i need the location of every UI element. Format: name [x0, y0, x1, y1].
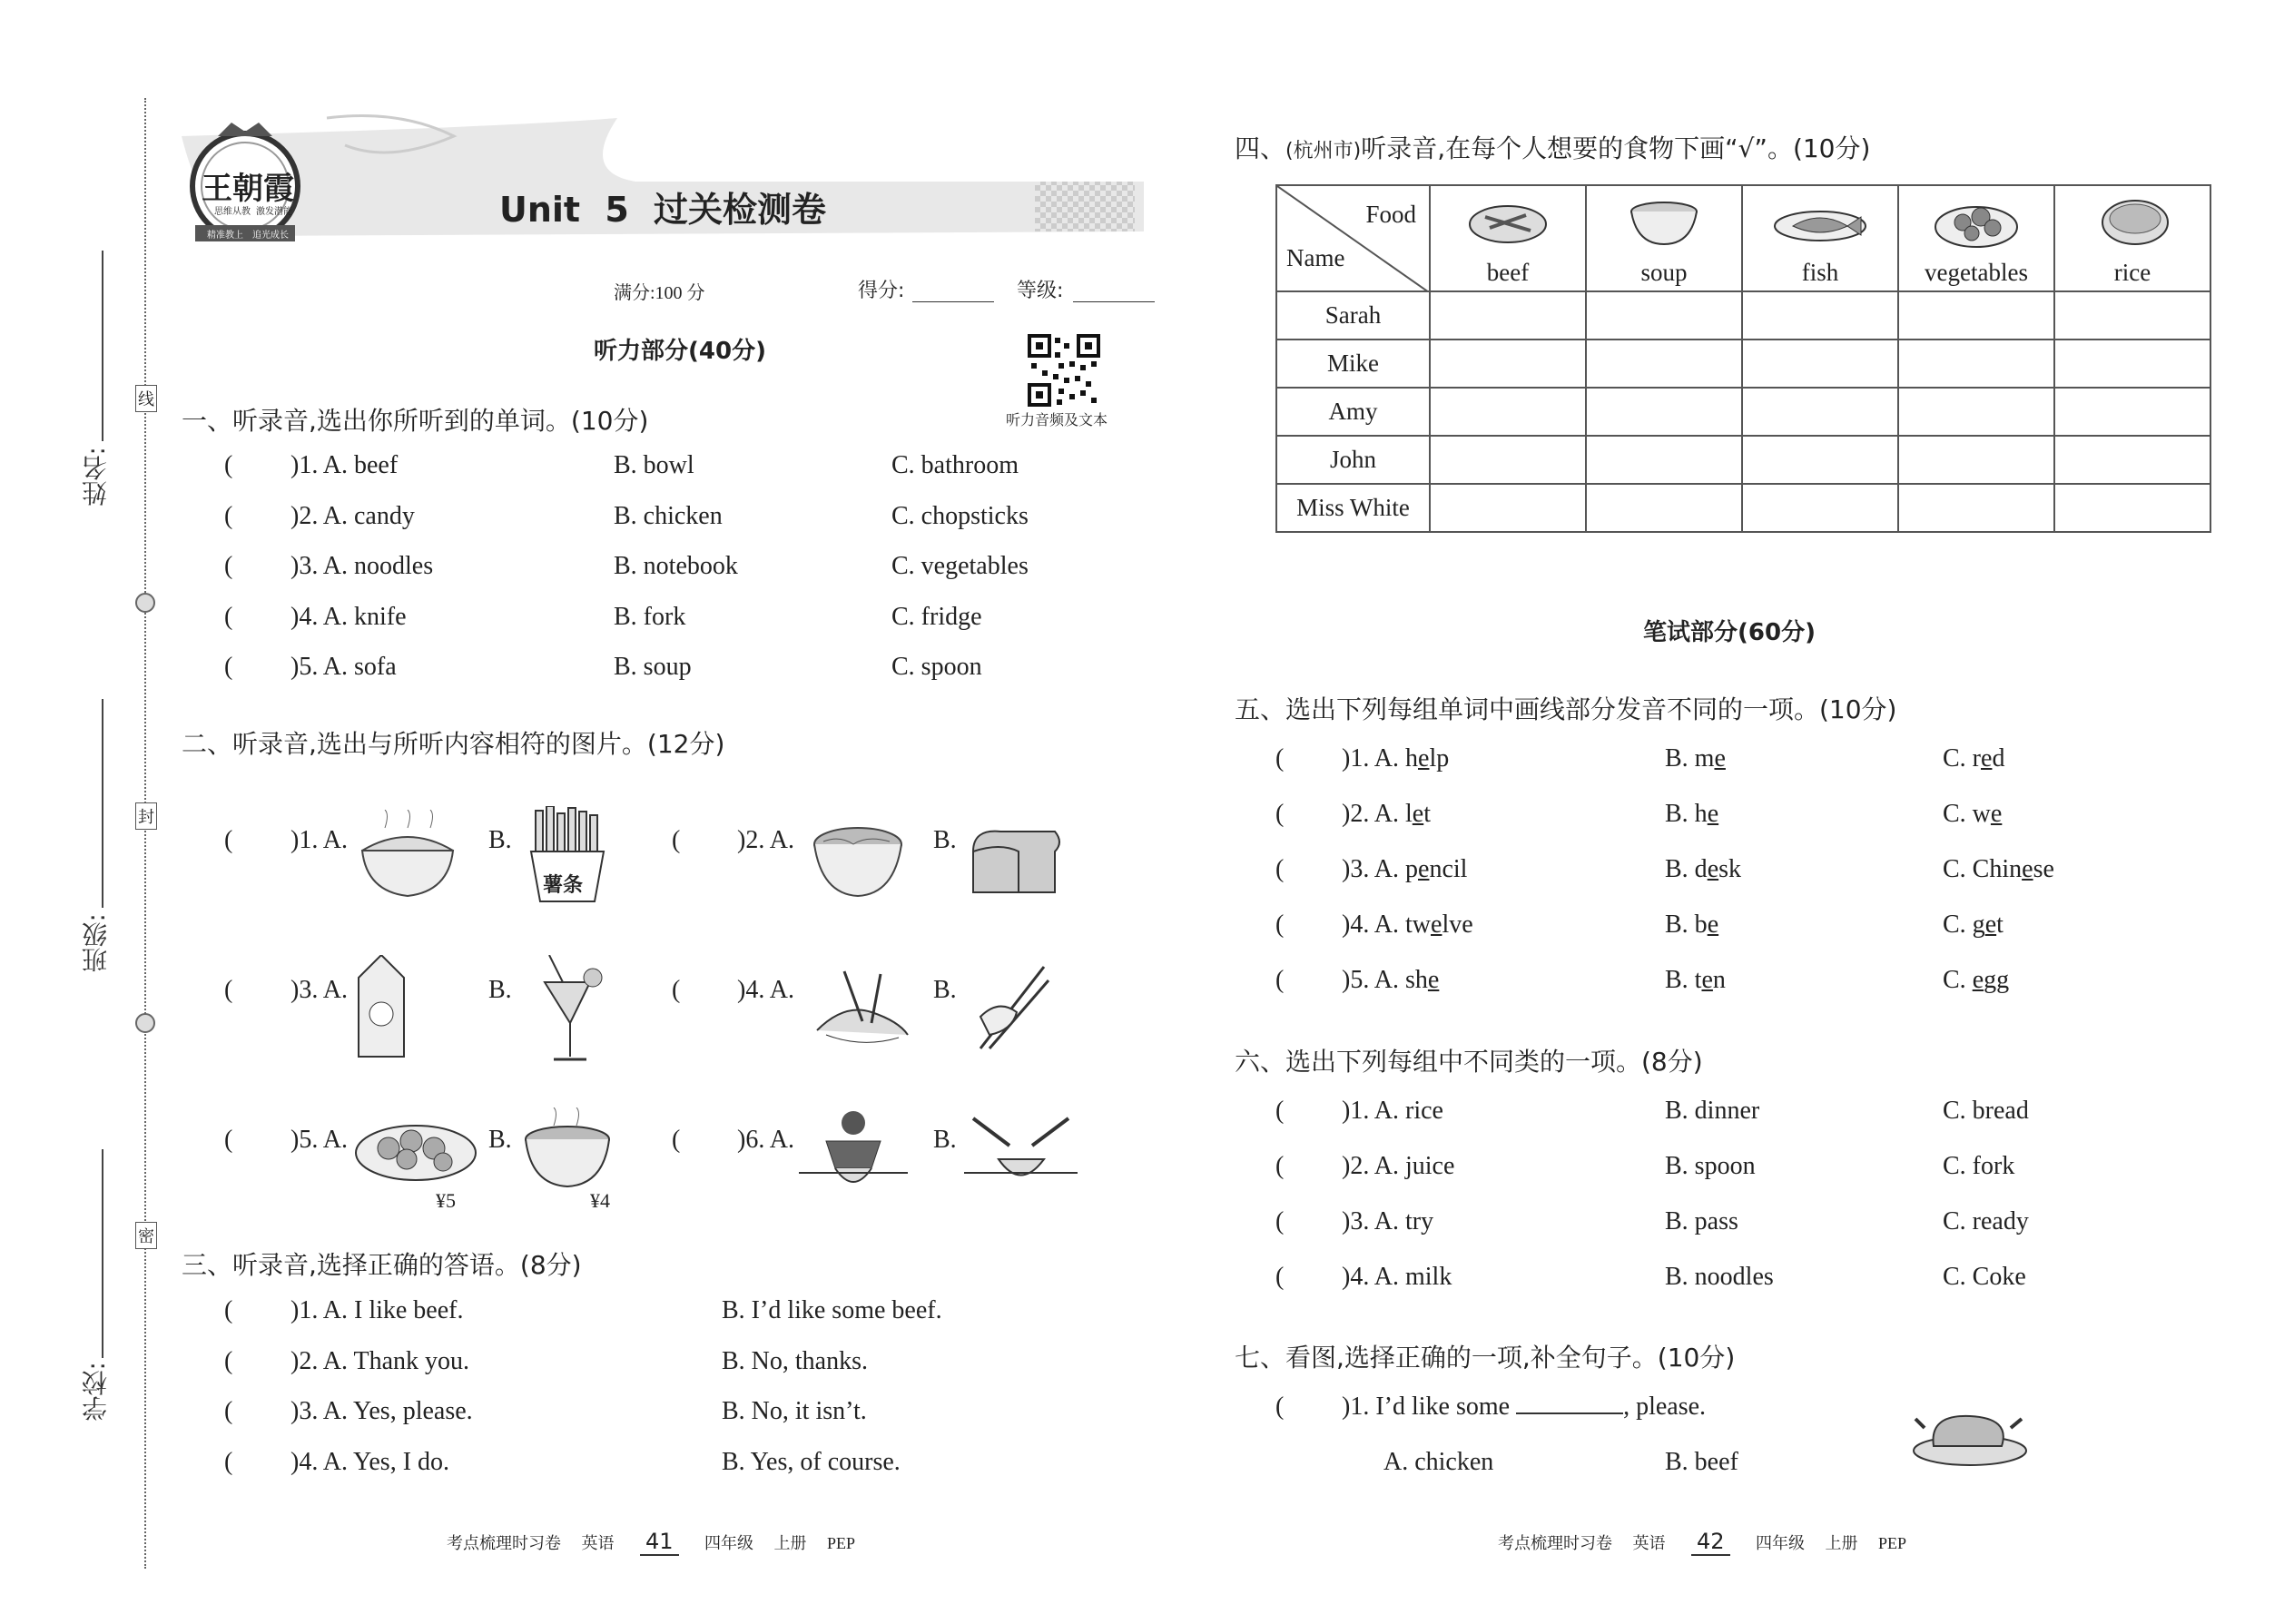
- binding-hole-icon: [135, 593, 155, 613]
- q2-item-label: )3. A.: [290, 976, 348, 1004]
- q7-sentence: )1. I’d like some , please.: [1342, 1393, 1707, 1421]
- q1-option-a: )4. A. knife: [290, 603, 407, 631]
- page-number: 42: [1691, 1529, 1730, 1556]
- answer-cell[interactable]: [1430, 484, 1586, 532]
- qr-caption: 听力音频及文本: [1006, 413, 1108, 428]
- answer-paren[interactable]: (: [224, 1347, 233, 1375]
- food-column-vegetables: [1898, 185, 2054, 291]
- page-number: 41: [640, 1529, 679, 1556]
- q1-option-b: B. fork: [614, 603, 686, 631]
- q7-option-b: B. beef: [1665, 1448, 1738, 1476]
- q5-title: 五、选出下列每组单词中画线部分发音不同的一项。(10分): [1235, 694, 1897, 724]
- q1-title: 一、听录音,选出你所听到的单词。(10分): [182, 406, 649, 436]
- q6-option-c: C. fork: [1943, 1152, 2015, 1180]
- q6-option-a: )1. A. rice: [1342, 1097, 1443, 1125]
- q5-option-c: C. get: [1943, 910, 2004, 939]
- brand-motto-right: 激发潜能: [256, 207, 292, 217]
- class-blank-line[interactable]: [102, 699, 103, 908]
- q1-option-c: C. spoon: [891, 653, 982, 681]
- listening-section-title: 听力部分(40分): [594, 338, 766, 365]
- answer-paren[interactable]: (: [224, 1397, 233, 1425]
- footer-term: 上册: [1825, 1534, 1858, 1552]
- school-blank-line[interactable]: [102, 1149, 103, 1358]
- answer-paren[interactable]: (: [224, 603, 233, 631]
- q7-title: 七、看图,选择正确的一项,补全句子。(10分): [1235, 1343, 1736, 1373]
- milk-carton-icon: [354, 955, 409, 1059]
- beef-icon: [1467, 199, 1549, 244]
- q1-option-c: C. fridge: [891, 603, 982, 631]
- q3-option-a: )2. A. Thank you.: [290, 1347, 470, 1375]
- score-label: 得分:: [858, 280, 905, 302]
- binding-dotted-line: [144, 98, 146, 1569]
- footer-subject: 英语: [581, 1534, 615, 1552]
- answer-paren[interactable]: (: [1275, 744, 1285, 773]
- q4-title-prefix: 四、: [1235, 133, 1286, 163]
- answer-paren[interactable]: (: [224, 451, 233, 479]
- answer-cell[interactable]: [1430, 291, 1586, 340]
- q2-item-label: )4. A.: [737, 976, 794, 1004]
- q3-option-b: B. No, it isn’t.: [722, 1397, 867, 1425]
- q2-b-label: B.: [488, 826, 512, 854]
- answer-paren[interactable]: (: [672, 826, 681, 854]
- q5-option-a: )3. A. pencil: [1342, 855, 1468, 883]
- footer-series: 考点梳理时习卷: [1498, 1534, 1612, 1552]
- food-table: [1275, 184, 2211, 533]
- q6-option-c: C. ready: [1943, 1207, 2029, 1235]
- rice-bowl-icon: [358, 810, 458, 901]
- answer-cell[interactable]: [1742, 484, 1898, 532]
- page-title: Unit 5 过关检测卷: [499, 190, 826, 230]
- answer-cell[interactable]: [1430, 340, 1586, 388]
- answer-cell[interactable]: [1742, 340, 1898, 388]
- full-score: 满分:100 分: [614, 283, 705, 303]
- price-b: ¥4: [590, 1189, 610, 1212]
- person-eating-icon: [799, 1109, 908, 1200]
- dumplings-plate-icon: [352, 1112, 479, 1185]
- q5-option-b: B. desk: [1665, 855, 1742, 883]
- q2-b-label: B.: [933, 1126, 957, 1154]
- answer-cell[interactable]: [1898, 340, 2054, 388]
- rice-icon: [2099, 197, 2171, 247]
- answer-paren[interactable]: (: [1275, 910, 1285, 939]
- q2-b-label: B.: [488, 1126, 512, 1154]
- q6-option-b: B. noodles: [1665, 1263, 1774, 1291]
- q5-option-c: C. we: [1943, 800, 2003, 828]
- q5-option-b: B. ten: [1665, 966, 1726, 994]
- answer-cell[interactable]: [1898, 388, 2054, 436]
- answer-cell[interactable]: [1586, 340, 1742, 388]
- q6-title: 六、选出下列每组中不同类的一项。(8分): [1235, 1047, 1703, 1077]
- q4-title-city: (杭州市): [1285, 140, 1362, 162]
- q1-option-c: C. chopsticks: [891, 502, 1029, 530]
- q5-option-a: )4. A. twelve: [1342, 910, 1473, 939]
- price-a: ¥5: [436, 1189, 456, 1212]
- roast-chicken-icon: [1911, 1405, 2029, 1469]
- answer-paren[interactable]: (: [672, 976, 681, 1004]
- q5-option-a: )5. A. she: [1342, 966, 1440, 994]
- answer-paren[interactable]: (: [1275, 1263, 1285, 1291]
- q3-option-a: )1. A. I like beef.: [290, 1296, 464, 1324]
- q5-option-a: )2. A. let: [1342, 800, 1431, 828]
- q5-option-a: )1. A. help: [1342, 744, 1450, 773]
- food-header-label: Food: [1365, 201, 1416, 228]
- soup-bowl-icon: [522, 1107, 613, 1189]
- soup-icon: [1628, 199, 1700, 246]
- q5-option-c: C. red: [1943, 744, 2005, 773]
- food-name: fish: [1801, 259, 1839, 286]
- school-label: 学校:: [81, 1362, 111, 1422]
- brand-motto-left: 思维从教: [214, 207, 251, 217]
- person-name: Amy: [1276, 388, 1430, 436]
- answer-paren[interactable]: (: [224, 1126, 233, 1154]
- answer-cell[interactable]: [2054, 484, 2210, 532]
- answer-paren[interactable]: (: [224, 976, 233, 1004]
- food-column-fish: [1742, 185, 1898, 291]
- q5-option-b: B. me: [1665, 744, 1726, 773]
- q2-item-label: )1. A.: [290, 826, 348, 854]
- answer-cell[interactable]: [1586, 388, 1742, 436]
- q2-item-label: )6. A.: [737, 1126, 794, 1154]
- q2-item-label: )2. A.: [737, 826, 794, 854]
- answer-paren[interactable]: (: [672, 1126, 681, 1154]
- footer-grade: 四年级: [1756, 1534, 1806, 1552]
- knife-fork-hands-icon: [808, 967, 917, 1048]
- food-name: beef: [1486, 259, 1530, 286]
- footer-term: 上册: [773, 1534, 807, 1552]
- answer-cell[interactable]: [1898, 484, 2054, 532]
- answer-paren[interactable]: (: [1275, 1207, 1285, 1235]
- q3-title: 三、听录音,选择正确的答语。(8分): [182, 1250, 582, 1280]
- q1-option-a: )5. A. sofa: [290, 653, 397, 681]
- q6-option-c: C. Coke: [1943, 1263, 2026, 1291]
- q7-blank[interactable]: [1516, 1412, 1623, 1414]
- answer-cell[interactable]: [2054, 436, 2210, 484]
- score-blank[interactable]: [912, 301, 994, 302]
- answer-cell[interactable]: [2054, 340, 2210, 388]
- footer-grade: 四年级: [704, 1534, 754, 1552]
- juice-glass-icon: [536, 955, 608, 1064]
- q7-option-a: A. chicken: [1383, 1448, 1494, 1476]
- answer-cell[interactable]: [1898, 291, 2054, 340]
- answer-cell[interactable]: [2054, 388, 2210, 436]
- q6-option-a: )4. A. milk: [1342, 1263, 1452, 1291]
- footer-left: [447, 1529, 855, 1554]
- answer-paren[interactable]: (: [224, 826, 233, 854]
- q1-option-c: C. vegetables: [891, 552, 1029, 580]
- q1-option-b: B. bowl: [614, 451, 694, 479]
- grade-label: 等级:: [1017, 280, 1064, 302]
- answer-paren[interactable]: (: [1275, 1097, 1285, 1125]
- food-column-soup: [1586, 185, 1742, 291]
- fish-icon: [1770, 202, 1870, 243]
- answer-cell[interactable]: [1430, 436, 1586, 484]
- footer-right: [1498, 1529, 1906, 1554]
- answer-paren[interactable]: (: [1275, 966, 1285, 994]
- answer-paren[interactable]: (: [1275, 1152, 1285, 1180]
- person-name: Sarah: [1276, 291, 1430, 340]
- q5-option-b: B. he: [1665, 800, 1719, 828]
- footer-subject: 英语: [1632, 1534, 1666, 1552]
- q6-option-c: C. bread: [1943, 1097, 2029, 1125]
- answer-cell[interactable]: [1742, 436, 1898, 484]
- q1-option-a: )3. A. noodles: [290, 552, 434, 580]
- person-name: Mike: [1276, 340, 1430, 388]
- bread-icon: [964, 824, 1064, 897]
- answer-paren[interactable]: (: [224, 552, 233, 580]
- banner-left: 精准教上: [207, 231, 243, 241]
- q6-option-a: )3. A. try: [1342, 1207, 1434, 1235]
- person-name: John: [1276, 436, 1430, 484]
- answer-cell[interactable]: [1742, 291, 1898, 340]
- q4-title-rest: 听录音,在每个人想要的食物下画“√”。(10分): [1361, 133, 1871, 163]
- answer-cell[interactable]: [1586, 436, 1742, 484]
- q2-b-label: B.: [933, 826, 957, 854]
- q1-option-b: B. soup: [614, 653, 692, 681]
- q2-title: 二、听录音,选出与所听内容相符的图片。(12分): [182, 729, 725, 759]
- answer-cell[interactable]: [1898, 436, 2054, 484]
- name-blank-line[interactable]: [102, 251, 103, 441]
- answer-cell[interactable]: [1742, 388, 1898, 436]
- seal-marker: 封: [135, 802, 157, 830]
- q3-option-b: B. No, thanks.: [722, 1347, 868, 1375]
- q1-option-b: B. notebook: [614, 552, 738, 580]
- answer-paren[interactable]: (: [224, 1296, 233, 1324]
- q6-option-b: B. pass: [1665, 1207, 1738, 1235]
- food-name: rice: [2113, 259, 2151, 286]
- answer-paren[interactable]: (: [1275, 800, 1285, 828]
- fries-label: 薯条: [543, 874, 584, 897]
- q3-option-b: B. Yes, of course.: [722, 1448, 901, 1476]
- name-label: 姓名:: [81, 447, 111, 507]
- q3-option-b: B. I’d like some beef.: [722, 1296, 942, 1324]
- qr-code-icon[interactable]: [1028, 334, 1100, 407]
- answer-paren[interactable]: (: [224, 1448, 233, 1476]
- answer-cell[interactable]: [2054, 291, 2210, 340]
- answer-cell[interactable]: [1586, 484, 1742, 532]
- food-column-beef: [1430, 185, 1586, 291]
- name-header-label: Name: [1286, 244, 1345, 271]
- footer-edition: PEP: [1878, 1534, 1907, 1552]
- q6-option-a: )2. A. juice: [1342, 1152, 1455, 1180]
- q5-option-c: C. Chinese: [1943, 855, 2054, 883]
- q1-option-a: )2. A. candy: [290, 502, 415, 530]
- q2-b-label: B.: [488, 976, 512, 1004]
- grade-blank[interactable]: [1073, 301, 1155, 302]
- q6-option-b: B. dinner: [1665, 1097, 1760, 1125]
- answer-cell[interactable]: [1430, 388, 1586, 436]
- q2-item-label: )5. A.: [290, 1126, 348, 1154]
- answer-paren[interactable]: (: [224, 653, 233, 681]
- vegetables-icon: [1931, 195, 2022, 250]
- food-name: vegetables: [1925, 259, 2028, 286]
- banner-right: 追光成长: [252, 231, 289, 241]
- q3-option-a: )3. A. Yes, please.: [290, 1397, 473, 1425]
- footer-edition: PEP: [827, 1534, 856, 1552]
- brand-name: 王朝霞: [202, 171, 294, 207]
- q1-option-a: )1. A. beef: [290, 451, 399, 479]
- mi-marker: 密: [135, 1222, 157, 1249]
- answer-paren[interactable]: (: [1275, 855, 1285, 883]
- footer-series: 考点梳理时习卷: [447, 1534, 561, 1552]
- q4-title: [1235, 129, 1870, 165]
- answer-cell[interactable]: [1586, 291, 1742, 340]
- q1-option-b: B. chicken: [614, 502, 723, 530]
- table-corner: [1276, 185, 1430, 291]
- q5-option-b: B. be: [1665, 910, 1719, 939]
- food-name: soup: [1640, 259, 1688, 286]
- line-marker: 线: [135, 385, 157, 412]
- answer-paren[interactable]: (: [224, 502, 233, 530]
- answer-paren[interactable]: (: [1275, 1393, 1285, 1421]
- q6-option-b: B. spoon: [1665, 1152, 1756, 1180]
- q5-option-c: C. egg: [1943, 966, 2010, 994]
- written-section-title: 笔试部分(60分): [1643, 619, 1816, 646]
- person-name: Miss White: [1276, 484, 1430, 532]
- food-column-rice: [2054, 185, 2210, 291]
- noodle-bowl-icon: [812, 822, 903, 899]
- class-label: 班级:: [81, 913, 111, 973]
- q2-b-label: B.: [933, 976, 957, 1004]
- hands-bowl-icon: [964, 1109, 1078, 1200]
- binding-hole-icon: [135, 1013, 155, 1033]
- q1-option-c: C. bathroom: [891, 451, 1019, 479]
- q3-option-a: )4. A. Yes, I do.: [290, 1448, 450, 1476]
- chopsticks-hand-icon: [962, 962, 1053, 1053]
